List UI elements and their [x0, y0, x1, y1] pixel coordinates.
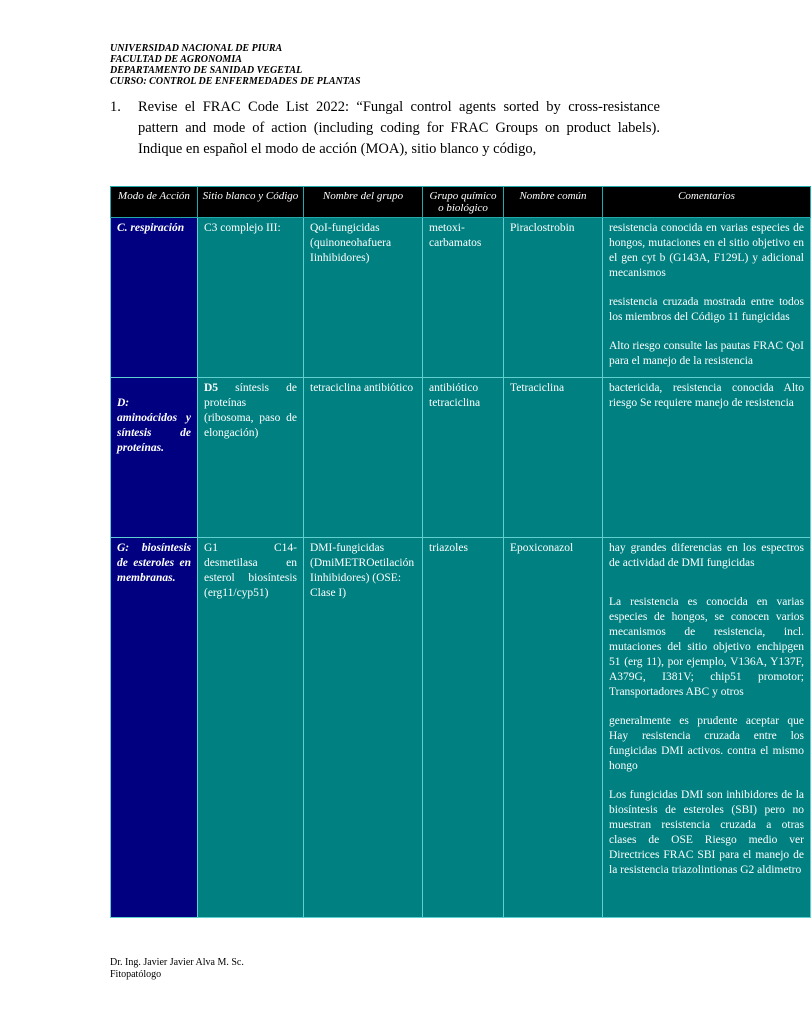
- comment-paragraph: bactericida, resistencia conocida Alto riesgo Se requiere manejo de resistencia: [609, 382, 804, 409]
- cell-site: [198, 378, 304, 538]
- cell-group: QoI-fungicidas (quinoneohafuera Iinhibidores): [304, 218, 423, 378]
- cell-moa: [111, 378, 198, 538]
- header-common: Nombre común: [504, 187, 603, 218]
- question-number: 1.: [110, 99, 121, 115]
- cell-group: tetraciclina antibiótico: [304, 378, 423, 538]
- university-name: UNIVERSIDAD NACIONAL DE PIURA: [110, 43, 283, 54]
- cell-common: Tetraciclina: [504, 378, 603, 538]
- comment-paragraph: Los fungicidas DMI son inhibidores de la biosíntesis de esteroles (SBI) pero no muestran resistencia cruzada a otras clases de OSE Riesgo medio ver Directrices FRAC SBI para el manejo de la resistencia triazolintionas G2 aldimetro: [609, 789, 804, 876]
- header-group: Nombre del grupo: [304, 187, 423, 218]
- table-header-row: [111, 187, 811, 218]
- comment-paragraph: hay grandes diferencias en los espectros de actividad de DMI fungicidas: [609, 542, 804, 569]
- table-row: [111, 538, 811, 918]
- cell-chem: metoxi-carbamatos: [423, 218, 504, 378]
- header-moa: Modo de Acción: [111, 187, 198, 218]
- author-name: Dr. Ing. Javier Javier Alva M. Sc.: [110, 957, 244, 968]
- moa-label: D: aminoácidos y síntesis de proteínas.: [117, 397, 191, 454]
- cell-moa: G: biosíntesis de esteroles en membranas.: [111, 538, 198, 918]
- cell-common: Piraclostrobin: [504, 218, 603, 378]
- site-code: D5: [204, 382, 219, 394]
- header-comments: Comentarios: [603, 187, 811, 218]
- cell-site: [198, 538, 304, 918]
- header-site: Sitio blanco y Código: [198, 187, 304, 218]
- document-header: [110, 43, 361, 87]
- comment-paragraph: resistencia cruzada mostrada entre todos los miembros del Código 11 fungicidas: [609, 296, 804, 323]
- site-label: G1 C14-desmetilasa en esterol biosíntesis (erg11/cyp51): [204, 542, 297, 599]
- question-1: [110, 97, 660, 160]
- comment-paragraph: Alto riesgo consulte las pautas FRAC QoI para el manejo de la resistencia: [609, 340, 804, 367]
- comment-paragraph: resistencia conocida en varias especies de hongos, mutaciones en el sitio objetivo en el gen cyt b (G143A, F129L) y adicional mecanismos: [609, 222, 804, 279]
- cell-chem: triazoles: [423, 538, 504, 918]
- department-name: DEPARTAMENTO DE SANIDAD VEGETAL: [110, 65, 303, 76]
- cell-group: DMI-fungicidas (DmiMETROetilación Iinhibidores) (OSE: Clase I): [304, 538, 423, 918]
- comment-paragraph: La resistencia es conocida en varias especies de hongos, se conocen varios mecanismos de resistencia, incl. mutaciones del sitio objetivo enchipgen 51 (erg 11), por ejemplo, V136A, Y137F, A379G, I381V; chip51 promotor; Transportadores ABC y otros: [609, 596, 804, 698]
- cell-moa: C. respiración: [111, 218, 198, 378]
- cell-comments: [603, 538, 811, 918]
- site-label: C3 complejo III:: [204, 222, 281, 234]
- cell-common: Epoxiconazol: [504, 538, 603, 918]
- author-role: Fitopatólogo: [110, 969, 162, 980]
- cell-chem: antibiótico tetraciclina: [423, 378, 504, 538]
- site-label: síntesis de proteínas (ribosoma, paso de elongación): [204, 382, 297, 439]
- moa-table: [110, 186, 811, 918]
- table-row: [111, 218, 811, 378]
- course-name: CURSO: CONTROL DE ENFERMEDADES DE PLANTAS: [110, 76, 361, 87]
- question-text: Revise el FRAC Code List 2022: “Fungal control agents sorted by cross-resistance pattern and mode of action (including coding for FRAC Groups on product labels). Indique en español el modo de acción (MOA), sitio blanco y código,: [138, 99, 660, 157]
- document-footer: [110, 957, 244, 981]
- header-chem: Grupo químico o biológico: [423, 187, 504, 218]
- moa-table-container: [110, 186, 804, 925]
- cell-comments: [603, 218, 811, 378]
- cell-comments: [603, 378, 811, 538]
- table-row: [111, 378, 811, 538]
- faculty-name: FACULTAD DE AGRONOMIA: [110, 54, 242, 65]
- comment-paragraph: generalmente es prudente aceptar que Hay resistencia cruzada entre los fungicidas DMI activos. contra el mismo hongo: [609, 715, 804, 772]
- cell-site: [198, 218, 304, 378]
